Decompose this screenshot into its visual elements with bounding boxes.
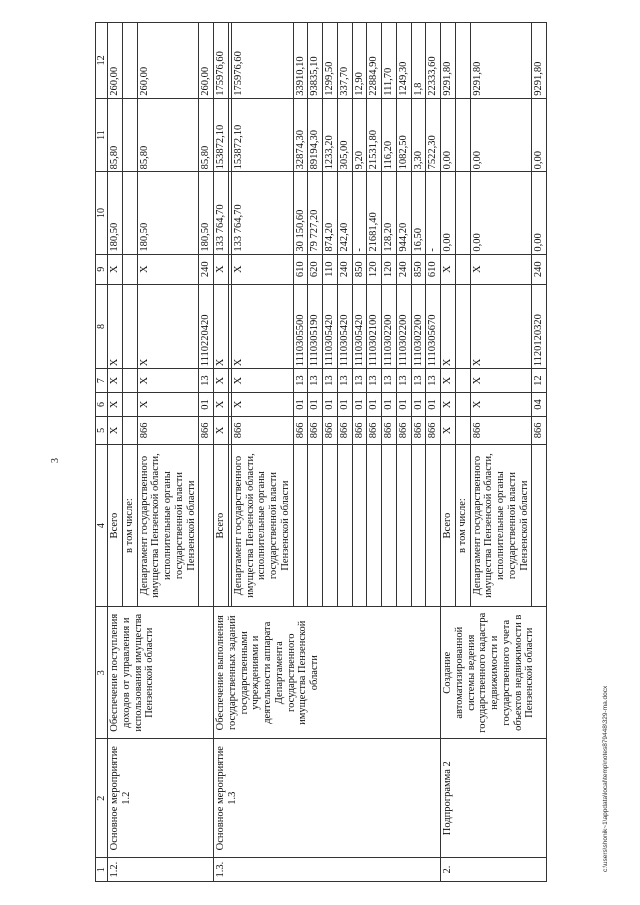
- cell-c12: 93835,10: [308, 23, 323, 99]
- cell-c8: 1110305190: [308, 284, 323, 368]
- cell-c9: X: [231, 254, 293, 284]
- cell-c5: X: [214, 416, 229, 444]
- cell-c11: 1082,50: [396, 98, 411, 172]
- cell-c8: 1110302200: [411, 284, 426, 368]
- cell-c7: 12: [532, 369, 547, 393]
- cell-c6: 01: [293, 393, 308, 417]
- cell-c8: 1110220420: [199, 284, 214, 368]
- cell-c9: X: [137, 254, 199, 284]
- cell-c12: 22884,90: [367, 23, 382, 99]
- cell-c10: 21681,40: [367, 172, 382, 254]
- row-label: [426, 444, 441, 606]
- cell-c6: X: [231, 393, 293, 417]
- cell-c11: 0,00: [470, 98, 532, 172]
- cell-c12: 175976,60: [214, 23, 229, 99]
- cell-c11: 305,00: [337, 98, 352, 172]
- cell-c12: 260,00: [199, 23, 214, 99]
- cell-c12: 12,90: [352, 23, 367, 99]
- cell-c11: [122, 98, 137, 172]
- cell-c5: X: [441, 416, 456, 444]
- cell-c10: 0,00: [470, 172, 532, 254]
- cell-c7: 13: [411, 369, 426, 393]
- section-name: Основное мероприятие 1.2: [108, 739, 214, 858]
- cell-c6: 01: [367, 393, 382, 417]
- cell-c7: 13: [352, 369, 367, 393]
- cell-c12: 1249,30: [396, 23, 411, 99]
- cell-c7: 13: [293, 369, 308, 393]
- table-row: [214, 23, 229, 882]
- cell-c5: [122, 416, 137, 444]
- cell-c10: 133 764,70: [214, 172, 229, 254]
- table-row: [108, 23, 123, 882]
- cell-c12: 22333,60: [426, 23, 441, 99]
- cell-c11: 3,30: [411, 98, 426, 172]
- cell-c9: 620: [308, 254, 323, 284]
- cell-c8: 1110305670: [426, 284, 441, 368]
- cell-c6: 01: [411, 393, 426, 417]
- cell-c12: 337,70: [337, 23, 352, 99]
- cell-c10: 128,20: [382, 172, 397, 254]
- cell-c5: [455, 416, 470, 444]
- cell-c6: 01: [323, 393, 338, 417]
- cell-c9: X: [441, 254, 456, 284]
- budget-table: [95, 22, 547, 882]
- cell-c11: 85,80: [108, 98, 123, 172]
- row-label: [199, 444, 214, 606]
- cell-c12: 260,00: [137, 23, 199, 99]
- cell-c9: [122, 254, 137, 284]
- table-row: [441, 23, 456, 882]
- cell-c12: 9291,80: [532, 23, 547, 99]
- cell-c10: [122, 172, 137, 254]
- section-num: 2.: [441, 858, 547, 882]
- cell-c6: [122, 393, 137, 417]
- cell-c12: 1,8: [411, 23, 426, 99]
- section-name: Основное мероприятие 1.3: [214, 739, 441, 858]
- cell-c8: X: [137, 284, 199, 368]
- cell-c5: 866: [293, 416, 308, 444]
- section-name: Подпрограмма 2: [441, 739, 547, 858]
- cell-c11: 1233,20: [323, 98, 338, 172]
- section-desc: Обеспечение выполнения государственных заданий государственными учреждениями и деятельности аппарата Департамента государственного имущества Пензенской области: [214, 607, 441, 739]
- cell-c8: 1110302200: [396, 284, 411, 368]
- cell-c12: 9291,80: [470, 23, 532, 99]
- row-label: Департамент государственного имущества Пензенской области, исполнительные органы государственной власти Пензенской области: [231, 444, 293, 606]
- section-desc: Создание автоматизированной системы ведения государственного кадастра недвижимости и государственного учета объектов недвижимости в Пензенской области: [441, 607, 547, 739]
- cell-c6: X: [441, 393, 456, 417]
- cell-c7: X: [441, 369, 456, 393]
- cell-c9: 850: [411, 254, 426, 284]
- cell-c5: 866: [231, 416, 293, 444]
- cell-c12: 175976,60: [231, 23, 293, 99]
- cell-c11: 0,00: [532, 98, 547, 172]
- cell-c6: 01: [382, 393, 397, 417]
- cell-c6: X: [108, 393, 123, 417]
- row-label: Всего: [441, 444, 456, 606]
- cell-c5: 866: [352, 416, 367, 444]
- cell-c5: X: [108, 416, 123, 444]
- cell-c7: [455, 369, 470, 393]
- cell-c9: X: [108, 254, 123, 284]
- cell-c11: 89194,30: [308, 98, 323, 172]
- cell-c10: 944,20: [396, 172, 411, 254]
- cell-c5: 866: [367, 416, 382, 444]
- row-label: [532, 444, 547, 606]
- section-desc: Обеспечение поступления доходов от управления и использования имущества Пензенской области: [108, 607, 214, 739]
- cell-c9: 610: [426, 254, 441, 284]
- section-num: 1.2.: [108, 858, 214, 882]
- cell-c10: 180,50: [199, 172, 214, 254]
- cell-c9: 120: [382, 254, 397, 284]
- cell-c12: 9291,80: [441, 23, 456, 99]
- header-cell: 12: [96, 23, 108, 99]
- cell-c7: X: [137, 369, 199, 393]
- cell-c8: 1110305420: [323, 284, 338, 368]
- row-label: [337, 444, 352, 606]
- row-label: [396, 444, 411, 606]
- header-cell: 10: [96, 172, 108, 254]
- header-cell: 3: [96, 607, 108, 739]
- cell-c7: X: [214, 369, 229, 393]
- cell-c6: 01: [199, 393, 214, 417]
- row-label: [293, 444, 308, 606]
- cell-c7: X: [470, 369, 532, 393]
- cell-c10: 874,20: [323, 172, 338, 254]
- cell-c7: 13: [396, 369, 411, 393]
- cell-c11: [455, 98, 470, 172]
- cell-c10: 242,40: [337, 172, 352, 254]
- cell-c6: 04: [532, 393, 547, 417]
- cell-c10: 79 727,20: [308, 172, 323, 254]
- row-label: Всего: [108, 444, 123, 606]
- cell-c6: 01: [308, 393, 323, 417]
- cell-c9: 110: [323, 254, 338, 284]
- cell-c5: 866: [199, 416, 214, 444]
- cell-c5: 866: [308, 416, 323, 444]
- cell-c10: 0,00: [532, 172, 547, 254]
- cell-c10: 0,00: [441, 172, 456, 254]
- cell-c9: 120: [367, 254, 382, 284]
- cell-c6: X: [137, 393, 199, 417]
- cell-c8: 1110305500: [293, 284, 308, 368]
- cell-c12: 1299,50: [323, 23, 338, 99]
- cell-c7: 13: [199, 369, 214, 393]
- header-cell: 1: [96, 858, 108, 882]
- row-label: [323, 444, 338, 606]
- cell-c5: 866: [337, 416, 352, 444]
- cell-c8: 1110305420: [352, 284, 367, 368]
- cell-c11: 85,80: [199, 98, 214, 172]
- cell-c12: 111,70: [382, 23, 397, 99]
- row-label: Департамент государственного имущества Пензенской области, исполнительные органы государственной власти Пензенской области: [137, 444, 199, 606]
- cell-c5: 866: [137, 416, 199, 444]
- cell-c11: 116,20: [382, 98, 397, 172]
- header-cell: 9: [96, 254, 108, 284]
- cell-c9: 240: [337, 254, 352, 284]
- cell-c9: 850: [352, 254, 367, 284]
- cell-c9: 240: [199, 254, 214, 284]
- row-label: [352, 444, 367, 606]
- cell-c6: 01: [426, 393, 441, 417]
- cell-c7: 13: [337, 369, 352, 393]
- cell-c8: X: [214, 284, 229, 368]
- row-label: в том числе:: [455, 444, 470, 606]
- header-cell: 2: [96, 739, 108, 858]
- rotated-page: [95, 22, 605, 882]
- cell-c9: X: [470, 254, 532, 284]
- cell-c7: 13: [323, 369, 338, 393]
- row-label: [411, 444, 426, 606]
- cell-c5: 866: [396, 416, 411, 444]
- cell-c10: 180,50: [108, 172, 123, 254]
- cell-c5: 866: [470, 416, 532, 444]
- cell-c12: [122, 23, 137, 99]
- cell-c11: 153872,10: [231, 98, 293, 172]
- cell-c5: 866: [411, 416, 426, 444]
- row-label: Всего: [214, 444, 229, 606]
- cell-c6: X: [470, 393, 532, 417]
- file-path-footer: c:\users\shonik~1\appdata\local\temp\notes879448\329-ma.docx: [602, 685, 609, 872]
- cell-c10: 180,50: [137, 172, 199, 254]
- cell-c5: 866: [532, 416, 547, 444]
- cell-c12: [455, 23, 470, 99]
- cell-c6: X: [214, 393, 229, 417]
- cell-c6: 01: [337, 393, 352, 417]
- cell-c8: X: [231, 284, 293, 368]
- cell-c11: 0,00: [441, 98, 456, 172]
- cell-c7: 13: [308, 369, 323, 393]
- cell-c10: -: [426, 172, 441, 254]
- row-label: Департамент государственного имущества Пензенской области, исполнительные органы государственной власти Пензенской области: [470, 444, 532, 606]
- cell-c8: [122, 284, 137, 368]
- cell-c7: 13: [382, 369, 397, 393]
- cell-c10: 30 150,60: [293, 172, 308, 254]
- page-number: 3: [50, 458, 61, 463]
- cell-c8: 1110302100: [367, 284, 382, 368]
- header-cell: 8: [96, 284, 108, 368]
- cell-c8: X: [441, 284, 456, 368]
- section-num: 1.3.: [214, 858, 441, 882]
- row-label: в том числе:: [122, 444, 137, 606]
- row-label: [367, 444, 382, 606]
- cell-c11: 9,20: [352, 98, 367, 172]
- cell-c7: 13: [367, 369, 382, 393]
- cell-c9: 240: [532, 254, 547, 284]
- cell-c11: 85,80: [137, 98, 199, 172]
- cell-c8: 1110305420: [337, 284, 352, 368]
- header-cell: 4: [96, 444, 108, 606]
- cell-c7: X: [231, 369, 293, 393]
- row-label: [382, 444, 397, 606]
- cell-c9: [455, 254, 470, 284]
- cell-c6: [455, 393, 470, 417]
- cell-c9: 610: [293, 254, 308, 284]
- cell-c8: X: [470, 284, 532, 368]
- cell-c11: 21531,80: [367, 98, 382, 172]
- cell-c5: 866: [426, 416, 441, 444]
- cell-c11: 32874,30: [293, 98, 308, 172]
- cell-c5: 866: [323, 416, 338, 444]
- cell-c8: 1120120320: [532, 284, 547, 368]
- cell-c10: 133 764,70: [231, 172, 293, 254]
- cell-c10: -: [352, 172, 367, 254]
- cell-c7: 13: [426, 369, 441, 393]
- cell-c8: [455, 284, 470, 368]
- cell-c7: [122, 369, 137, 393]
- cell-c8: X: [108, 284, 123, 368]
- header-cell: 5: [96, 416, 108, 444]
- cell-c9: 240: [396, 254, 411, 284]
- cell-c10: [455, 172, 470, 254]
- row-label: [308, 444, 323, 606]
- header-cell: 11: [96, 98, 108, 172]
- cell-c8: 1110302200: [382, 284, 397, 368]
- cell-c11: 153872,10: [214, 98, 229, 172]
- cell-c12: 260,00: [108, 23, 123, 99]
- cell-c6: 01: [352, 393, 367, 417]
- header-row: [96, 23, 108, 882]
- cell-c11: 7522,30: [426, 98, 441, 172]
- cell-c9: X: [214, 254, 229, 284]
- cell-c10: 16,50: [411, 172, 426, 254]
- header-cell: 7: [96, 369, 108, 393]
- cell-c12: 33910,10: [293, 23, 308, 99]
- header-cell: 6: [96, 393, 108, 417]
- cell-c5: 866: [382, 416, 397, 444]
- cell-c6: 01: [396, 393, 411, 417]
- cell-c7: X: [108, 369, 123, 393]
